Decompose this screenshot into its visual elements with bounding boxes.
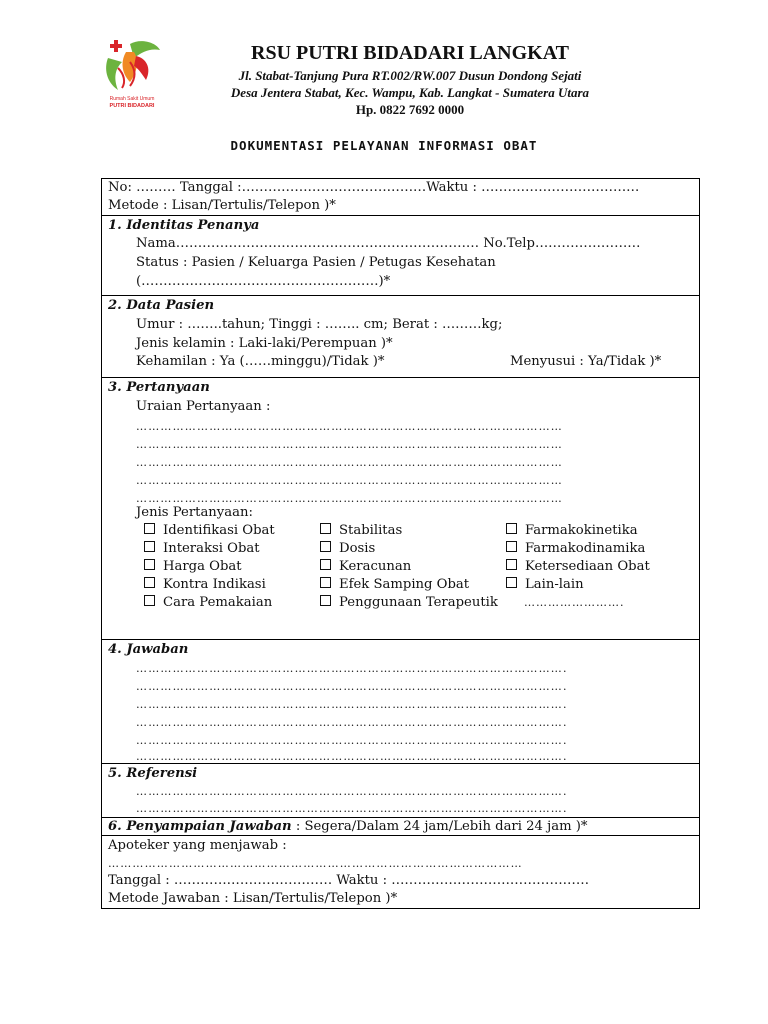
jawaban-line-6[interactable]: ……………………………………………………………………………………………. <box>136 750 568 763</box>
referensi-heading: 5. Referensi <box>108 766 198 781</box>
checkbox-cara-pemakaian[interactable]: Cara Pemakaian <box>144 594 272 612</box>
checkbox-icon <box>320 541 331 552</box>
section-referensi <box>102 763 699 818</box>
checkbox-penggunaan-terapeutik[interactable]: Penggunaan Terapeutik <box>320 594 498 612</box>
tanggal-waktu-field[interactable]: Tanggal : ……………………………… Waktu : ……………………………………… <box>108 873 590 888</box>
phone-number: Hp. 0822 7692 0000 <box>355 102 465 117</box>
uraian-label: Uraian Pertanyaan : <box>136 399 271 414</box>
section-pertanyaan <box>102 377 699 640</box>
hospital-logo <box>100 38 164 110</box>
logo-text-2: PUTRI BIDADARI <box>109 103 155 109</box>
checkbox-icon <box>320 595 331 606</box>
lain-lain-field[interactable]: ……………………. <box>524 596 625 609</box>
section-penyampaian <box>102 817 699 910</box>
checkbox-icon <box>506 577 517 588</box>
pertanyaan-heading: 3. Pertanyaan <box>108 380 210 395</box>
kehamilan-field[interactable]: Kehamilan : Ya (……minggu)/Tidak )* <box>136 354 385 369</box>
checkbox-icon <box>506 559 517 570</box>
penyampaian-heading: 6. Penyampaian Jawaban <box>108 819 292 834</box>
checkbox-icon <box>506 523 517 534</box>
checkbox-icon <box>320 559 331 570</box>
penyampaian-line[interactable] <box>108 818 588 836</box>
apoteker-field[interactable]: ………………………………………………………………………………………… <box>108 857 523 870</box>
checkbox-efek-samping-obat[interactable]: Efek Samping Obat <box>320 576 469 594</box>
metode-line[interactable]: Metode : Lisan/Tertulis/Telepon )* <box>108 198 336 213</box>
jawaban-line-2[interactable]: ……………………………………………………………………………………………. <box>136 680 568 693</box>
form-table <box>101 178 700 909</box>
jenis-kelamin-field[interactable]: Jenis kelamin : Laki-laki/Perempuan )* <box>136 336 393 351</box>
address-line-2: Desa Jentera Stabat, Kec. Wampu, Kab. Langkat - Sumatera Utara <box>230 85 590 100</box>
metode-jawaban-field[interactable]: Metode Jawaban : Lisan/Tertulis/Telepon )* <box>108 891 398 906</box>
nama-telp-field[interactable]: Nama…………………………………………………………… No.Telp…………………… <box>136 236 641 251</box>
uraian-line-1[interactable]: …………………………………………………………………………………………… <box>136 420 563 433</box>
jawaban-line-1[interactable]: ……………………………………………………………………………………………. <box>136 662 568 675</box>
umur-tinggi-berat-field[interactable]: Umur : ……..tahun; Tinggi : …….. cm; Berat : ………kg; <box>136 317 503 332</box>
uraian-line-3[interactable]: …………………………………………………………………………………………… <box>136 456 563 469</box>
checkbox-icon <box>320 523 331 534</box>
penyampaian-options: : Segera/Dalam 24 jam/Lebih dari 24 jam )* <box>295 819 588 834</box>
section-data-pasien <box>102 295 699 378</box>
checkbox-kontra-indikasi[interactable]: Kontra Indikasi <box>144 576 266 594</box>
apoteker-label: Apoteker yang menjawab : <box>108 838 287 853</box>
checkbox-farmakodinamika[interactable]: Farmakodinamika <box>506 540 645 558</box>
checkbox-stabilitas[interactable]: Stabilitas <box>320 522 402 540</box>
section-jawaban <box>102 639 699 764</box>
uraian-line-4[interactable]: …………………………………………………………………………………………… <box>136 474 563 487</box>
referensi-line-2[interactable]: ……………………………………………………………………………………………. <box>136 802 568 815</box>
jawaban-heading: 4. Jawaban <box>108 642 189 657</box>
document-title: DOKUMENTASI PELAYANAN INFORMASI OBAT <box>230 138 538 153</box>
jenis-pertanyaan-label: Jenis Pertanyaan: <box>136 505 253 520</box>
referensi-line-1[interactable]: ……………………………………………………………………………………………. <box>136 785 568 798</box>
hospital-name: RSU PUTRI BIDADARI LANGKAT <box>251 42 569 64</box>
jawaban-line-3[interactable]: ……………………………………………………………………………………………. <box>136 698 568 711</box>
checkbox-harga-obat[interactable]: Harga Obat <box>144 558 242 576</box>
checkbox-icon <box>144 595 155 606</box>
uraian-line-5[interactable]: …………………………………………………………………………………………… <box>136 492 563 505</box>
identitas-heading: 1. Identitas Penanya <box>108 218 260 233</box>
checkbox-keracunan[interactable]: Keracunan <box>320 558 411 576</box>
checkbox-icon <box>144 559 155 570</box>
checkbox-icon <box>144 577 155 588</box>
checkbox-lain-lain[interactable]: Lain-lain <box>506 576 584 594</box>
checkbox-icon <box>320 577 331 588</box>
menyusui-field[interactable]: Menyusui : Ya/Tidak )* <box>510 354 662 369</box>
checkbox-icon <box>144 541 155 552</box>
checkbox-interaksi-obat[interactable]: Interaksi Obat <box>144 540 260 558</box>
logo-text-1: Rumah Sakit Umum <box>109 96 155 102</box>
divider <box>102 835 699 836</box>
checkbox-dosis[interactable]: Dosis <box>320 540 375 558</box>
jawaban-line-4[interactable]: ……………………………………………………………………………………………. <box>136 716 568 729</box>
checkbox-identifikasi-obat[interactable]: Identifikasi Obat <box>144 522 275 540</box>
status-other-field[interactable]: (………………………………………………)* <box>136 274 391 289</box>
status-field[interactable]: Status : Pasien / Keluarga Pasien / Petugas Kesehatan <box>136 255 496 270</box>
checkbox-icon <box>506 541 517 552</box>
section-identitas <box>102 215 699 296</box>
checkbox-farmakokinetika[interactable]: Farmakokinetika <box>506 522 638 540</box>
checkbox-ketersediaan-obat[interactable]: Ketersediaan Obat <box>506 558 650 576</box>
jawaban-line-5[interactable]: ……………………………………………………………………………………………. <box>136 734 568 747</box>
address-line-1: Jl. Stabat-Tanjung Pura RT.002/RW.007 Dusun Dondong Sejati <box>238 68 582 83</box>
letterhead <box>0 0 768 130</box>
no-tanggal-waktu-line[interactable]: No: ……… Tanggal :……………………………………Waktu : ……………………………… <box>108 180 640 195</box>
uraian-line-2[interactable]: …………………………………………………………………………………………… <box>136 438 563 451</box>
checkbox-icon <box>144 523 155 534</box>
pasien-heading: 2. Data Pasien <box>108 298 215 313</box>
